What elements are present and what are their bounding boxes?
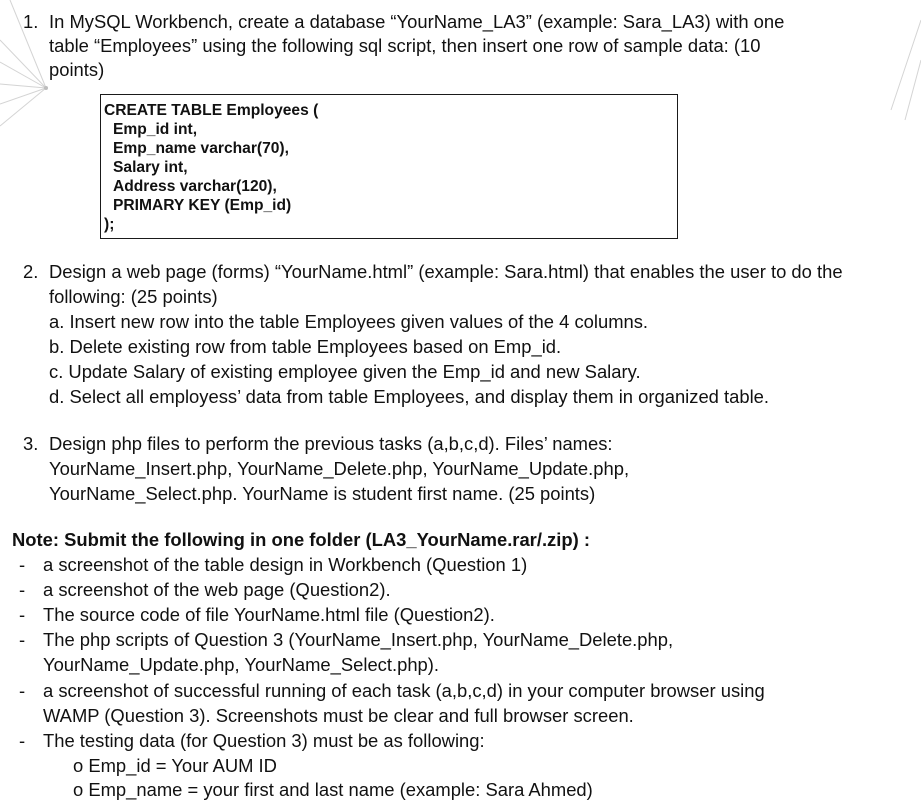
question-1-number: 1. [23, 11, 39, 32]
question-1-line-1: In MySQL Workbench, create a database “YourName_LA3” (example: Sara_LA3) with one [49, 11, 785, 32]
sql-code-line: CREATE TABLE Employees ( [104, 102, 319, 119]
question-2-line-1: Design a web page (forms) “YourName.html” (example: Sara.html) that enables the user to do the [49, 261, 843, 282]
note-item-4-line-1: The php scripts of Question 3 (YourName_Insert.php, YourName_Delete.php, [43, 629, 674, 650]
background-decoration-right [881, 0, 921, 140]
question-2-number: 2. [23, 261, 39, 282]
question-3-line-2: YourName_Insert.php, YourName_Delete.php, YourName_Update.php, [49, 458, 630, 479]
note-sub-item-emp-name: o Emp_name = your first and last name (example: Sara Ahmed) [73, 779, 593, 800]
note-item-2: a screenshot of the web page (Question2). [43, 579, 391, 600]
sql-code-line: Salary int, [113, 159, 188, 176]
question-2-item-d: d. Select all employess’ data from table Employees, and display them in organized table. [49, 386, 770, 407]
question-2-item-b: b. Delete existing row from table Employees based on Emp_id. [49, 336, 562, 357]
sql-code-line: ); [104, 216, 115, 233]
sql-code-line: Emp_name varchar(70), [113, 140, 289, 157]
question-2-item-a: a. Insert new row into the table Employees given values of the 4 columns. [49, 311, 649, 332]
question-3-number: 3. [23, 433, 39, 454]
note-bullet: - [19, 604, 26, 625]
note-item-3: The source code of file YourName.html file (Question2). [43, 604, 495, 625]
note-item-5-line-2: WAMP (Question 3). Screenshots must be clear and full browser screen. [43, 705, 634, 726]
question-1-line-2: table “Employees” using the following sql script, then insert one row of sample data: (10 [49, 35, 761, 56]
sql-code-line: Address varchar(120), [113, 178, 277, 195]
note-bullet: - [19, 629, 26, 650]
note-item-1: a screenshot of the table design in Workbench (Question 1) [43, 554, 528, 575]
note-item-6: The testing data (for Question 3) must be as following: [43, 730, 485, 751]
question-2-line-2: following: (25 points) [49, 286, 218, 307]
note-item-5-line-1: a screenshot of successful running of each task (a,b,c,d) in your computer browser using [43, 680, 765, 701]
note-bullet: - [19, 730, 26, 751]
note-heading: Note: Submit the following in one folder (LA3_YourName.rar/.zip) : [12, 529, 590, 550]
note-bullet: - [19, 579, 26, 600]
sql-code-line: PRIMARY KEY (Emp_id) [113, 197, 292, 214]
question-2-item-c: c. Update Salary of existing employee given the Emp_id and new Salary. [49, 361, 641, 382]
sql-code-line: Emp_id int, [113, 121, 198, 138]
question-3-line-3: YourName_Select.php. YourName is student first name. (25 points) [49, 483, 596, 504]
question-3-line-1: Design php files to perform the previous tasks (a,b,c,d). Files’ names: [49, 433, 613, 454]
note-bullet: - [19, 554, 26, 575]
note-sub-item-emp-id: o Emp_id = Your AUM ID [73, 755, 277, 776]
note-item-4-line-2: YourName_Update.php, YourName_Select.php). [43, 654, 440, 675]
question-1-line-3: points) [49, 59, 105, 80]
note-bullet: - [19, 680, 26, 701]
